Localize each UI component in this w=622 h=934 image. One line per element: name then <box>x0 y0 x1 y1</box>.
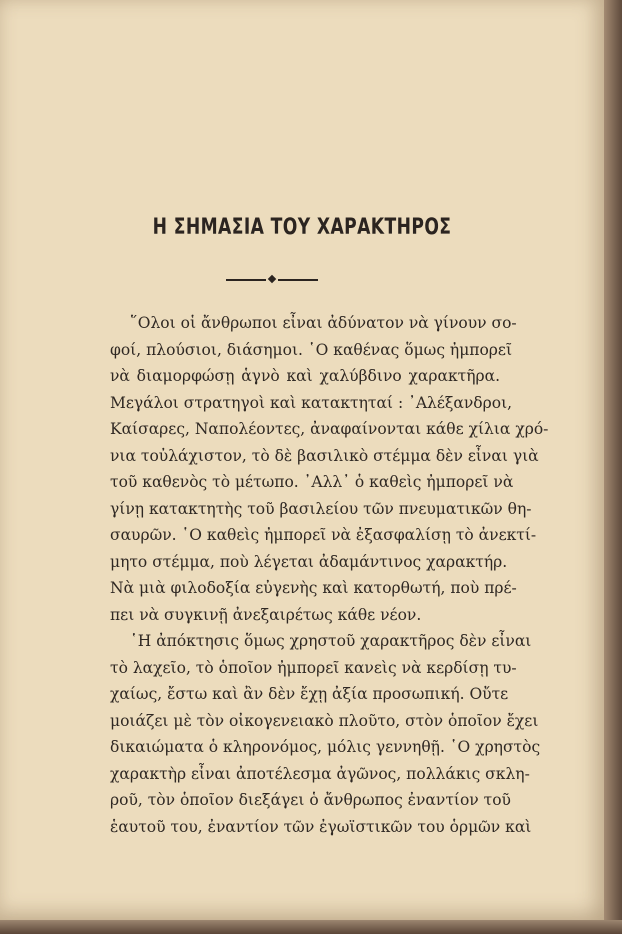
text-line: πει νὰ συγκινῇ ἀνεξαιρέτως κάθε νέον. <box>110 605 422 624</box>
text-line: μοιάζει μὲ τὸν οἰκογενειακὸ πλοῦτο, στὸν ὁποῖον ἔχει <box>110 711 539 730</box>
text-line: δικαιώματα ὁ κληρονόμος, μόλις γεννηθῇ. ῾Ο χρηστὸς <box>110 738 541 756</box>
text-line: γίνῃ κατακτητὴς τοῦ βασιλείου τῶν πνευματικῶν θη- <box>110 499 532 518</box>
ornament-left-rule <box>226 279 266 281</box>
body-text <box>110 310 549 840</box>
text-line: ῾Η ἀπόκτησις ὅμως χρηστοῦ χαρακτῆρος δὲν εἶναι <box>130 632 532 650</box>
text-line: χαίως, ἔστω καὶ ἂν δὲν ἔχῃ ἀξία προσωπική. Οὔτε <box>110 685 509 703</box>
text-line: νὰ διαμορφώσῃ ἁγνὸ καὶ χαλύβδινο χαρακτῆρα. <box>110 367 500 385</box>
text-line: χαρακτὴρ εἶναι ἀποτέλεσμα ἀγῶνος, πολλάκις σκλη- <box>110 764 530 783</box>
page-edge-bottom <box>0 920 622 934</box>
text-line: τοῦ καθενὸς τὸ μέτωπο. ᾽Αλλ᾽ ὁ καθεὶς ἠμπορεῖ νὰ <box>110 473 514 491</box>
text-line: νια τοὐλάχιστον, τὸ δὲ βασιλικὸ στέμμα δὲν εἶναι γιὰ <box>110 446 539 465</box>
text-line: μητο στέμμα, ποὺ λέγεται ἀδαμάντινος χαρακτήρ. <box>110 552 508 571</box>
text-line: Μεγάλοι στρατηγοὶ καὶ κατακτηταί : ᾽Αλέξανδροι, <box>110 393 513 412</box>
text-line: ἑαυτοῦ του, ἐναντίον τῶν ἐγωϊστικῶν του ὁρμῶν καὶ <box>110 817 532 836</box>
text-line: σαυρῶν. ῾Ο καθεὶς ἠμπορεῖ νὰ ἐξασφαλίσῃ τὸ ἀνεκτί- <box>110 526 537 544</box>
paragraph-1 <box>110 310 549 628</box>
ornament-right-rule <box>278 279 318 281</box>
text-line: ῞Ολοι οἱ ἄνθρωποι εἶναι ἀδύνατον νὰ γίνουν σο- <box>130 314 517 332</box>
text-line: τὸ λαχεῖο, τὸ ὁποῖον ἠμπορεῖ κανεὶς νὰ κερδίσῃ τυ- <box>110 658 517 677</box>
text-line: ροῦ, τὸν ὁποῖον διεξάγει ὁ ἄνθρωπος ἐναντίον τοῦ <box>110 791 511 809</box>
paragraph-2 <box>110 628 541 840</box>
text-line: φοί, πλούσιοι, διάσημοι. ῾Ο καθένας ὅμως ἠμπορεῖ <box>110 340 513 359</box>
chapter-title: Η ΣΗΜΑΣΙΑ ΤΟΥ ΧΑΡΑΚΤΗΡΟΣ <box>152 215 452 240</box>
page-edge-right <box>604 0 622 934</box>
title-ornament <box>226 273 318 285</box>
text-line: Νὰ μιὰ φιλοδοξία εὐγενὴς καὶ κατορθωτή, ποὺ πρέ- <box>110 579 517 597</box>
text-line: Καίσαρες, Ναπολέοντες, ἀναφαίνονται κάθε χίλια χρό- <box>110 420 549 438</box>
ornament-diamond <box>268 275 276 283</box>
